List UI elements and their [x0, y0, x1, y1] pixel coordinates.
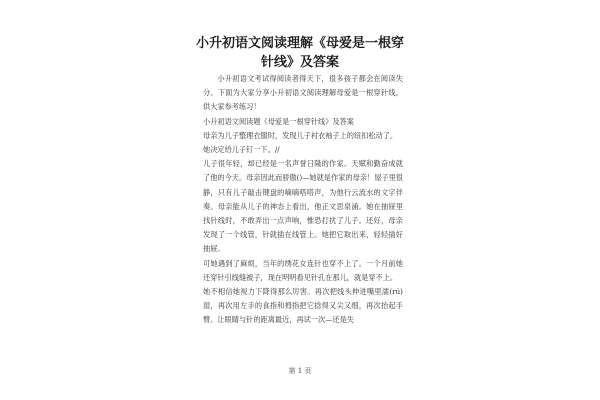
- paragraph-intro: 小升初语文考试得阅读者得天下，很多孩子都会在阅读失分。下面为大家分享小升初语文阅读理解母爱是一根穿针线，供大家参考练习！: [203, 74, 403, 112]
- paragraph-heading: 小升初语文阅读题《母爱是一根穿针线》及答案: [203, 116, 354, 126]
- paragraph-1: 母亲为儿子整理衣服时，发现儿子衬衣袖子上的纽扣松动了。: [203, 130, 398, 140]
- paragraph-3: 儿子很年轻，却已经是一名声誉日隆的作家。天赋和勤奋成就了他的今天。母亲因此而骄傲()—她就是作家的母亲！屋子里很静，只有儿子敲击键盘的嘀嘀嗒嗒声，为他行云流水的文字伴奏。母亲能从儿子的神态上看出，他正文思泉涌。她在抽屉里找针线时，不敢弄出一点声响，惟恐打扰了儿子。还好，母亲发现了一个线管，针就插在线管上。她把它取出来，轻轻插好抽屉。: [203, 159, 403, 254]
- page-number: 第 1 页: [288, 367, 312, 375]
- document-title: 小升初语文阅读理解《母爱是一根穿针线》及答案: [195, 36, 404, 70]
- paragraph-2: 她决定给儿子钉一下。//: [203, 145, 280, 155]
- document-body: [203, 72, 403, 328]
- paragraph-5: 她不相信她视力下降得那么厉害。再次把线头伸进嘴里濡(rú)湿，再次用左手的食指和拇指把它捻得又尖又细，再次抬起手臂。让眼睛与针的距离最近，再试一次—还是失: [203, 287, 403, 325]
- paragraph-4: 可她遇到了麻烦，当年的绣花女连针也穿不上了。一个月前她还穿针引线缝被子，现在明明看见针孔在那儿，就是穿不上。: [203, 258, 403, 282]
